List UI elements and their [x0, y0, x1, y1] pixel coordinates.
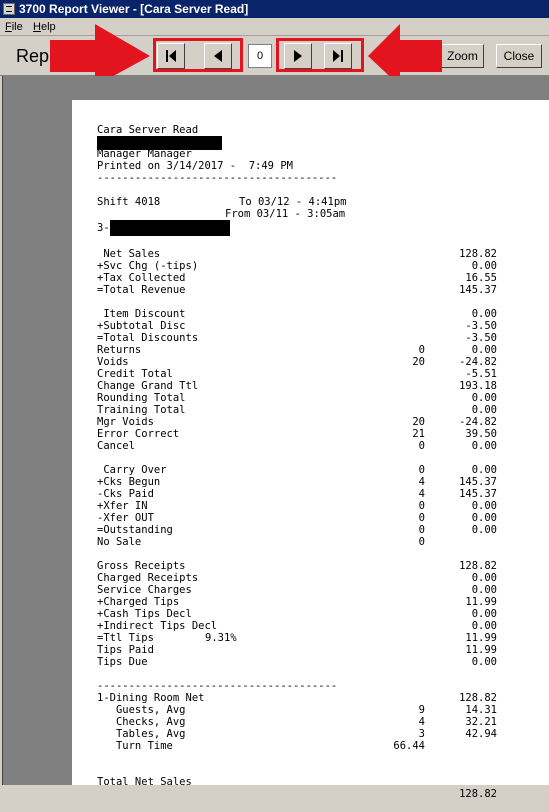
row-percent: 9.31% — [205, 632, 237, 644]
row-count: 66.44 — [393, 740, 425, 752]
row-label: Rounding Total — [97, 392, 186, 404]
row-amount: 193.18 — [459, 380, 497, 392]
row-amount: 0.00 — [471, 656, 497, 668]
row-label: Turn Time — [97, 740, 173, 752]
row-label: Carry Over — [97, 464, 167, 476]
row-label: =Total Revenue — [97, 284, 186, 296]
row-amount: 128.82 — [459, 560, 497, 572]
row-amount: 128.82 — [459, 692, 497, 704]
report-row — [97, 716, 507, 728]
report-row — [97, 260, 507, 272]
row-amount: 0.00 — [471, 572, 497, 584]
report-row — [97, 524, 507, 536]
report-row — [97, 560, 507, 572]
row-label: =Ttl Tips — [97, 632, 154, 644]
row-count: 20 — [412, 356, 425, 368]
divider: -------------------------------------- — [97, 172, 338, 184]
row-amount: 42.94 — [465, 728, 497, 740]
report-row — [97, 536, 507, 548]
report-row — [97, 692, 507, 704]
row-label: Training Total — [97, 404, 186, 416]
row-label: Tips Paid — [97, 644, 154, 656]
report-row — [97, 416, 507, 428]
row-amount: 11.99 — [465, 596, 497, 608]
report-row — [97, 620, 507, 632]
row-count: 9 — [418, 704, 425, 716]
row-count: 0 — [418, 524, 425, 536]
shift-from: From 03/11 - 3:05am — [225, 208, 346, 220]
row-amount: -24.82 — [459, 356, 497, 368]
row-label: +Indirect Tips Decl — [97, 620, 218, 632]
shift-to: To 03/12 - 4:41pm — [239, 196, 347, 208]
report-row — [97, 404, 507, 416]
row-label: +Charged Tips — [97, 596, 180, 608]
report-row — [97, 572, 507, 584]
row-amount: -3.50 — [465, 320, 497, 332]
row-amount: 0.00 — [471, 308, 497, 320]
row-count: 0 — [418, 464, 425, 476]
dining-section — [97, 692, 507, 752]
row-count: 3 — [418, 728, 425, 740]
report-row — [97, 332, 507, 344]
row-label: Service Charges — [97, 584, 192, 596]
zoom-button[interactable]: Zoom — [441, 44, 484, 68]
row-label: Change Grand Ttl — [97, 380, 199, 392]
report-row — [97, 488, 507, 500]
row-label: Charged Receipts — [97, 572, 199, 584]
report-row — [97, 380, 507, 392]
row-label: Total Net Sales — [97, 776, 192, 788]
row-amount: 11.99 — [465, 632, 497, 644]
row-amount: 0.00 — [471, 392, 497, 404]
row-label: Mgr Voids — [97, 416, 154, 428]
row-label: Cancel — [97, 440, 135, 452]
row-label: 1-Dining Room Net — [97, 692, 205, 704]
report-row — [97, 368, 507, 380]
manager-name: Manager Manager — [97, 148, 192, 160]
row-label: Tips Due — [97, 656, 148, 668]
row-count: 21 — [412, 428, 425, 440]
row-amount: 32.21 — [465, 716, 497, 728]
menu-help[interactable]: Help — [33, 21, 56, 33]
row-amount: 0.00 — [471, 584, 497, 596]
row-amount: 145.37 — [459, 284, 497, 296]
row-label: =Total Discounts — [97, 332, 199, 344]
row-count: 4 — [418, 716, 425, 728]
row-label: No Sale — [97, 536, 142, 548]
report-row — [97, 344, 507, 356]
row-amount: 0.00 — [471, 464, 497, 476]
report-row — [97, 608, 507, 620]
report-row — [97, 428, 507, 440]
shift-label: Shift 4018 — [97, 196, 161, 208]
row-amount: 0.00 — [471, 404, 497, 416]
menu-file[interactable]: File — [5, 21, 23, 33]
report-label: Rep — [16, 46, 50, 66]
report-row — [97, 392, 507, 404]
report-row — [97, 500, 507, 512]
row-label: Item Discount — [97, 308, 186, 320]
report-row — [97, 704, 507, 716]
report-row — [97, 440, 507, 452]
row-label: Guests, Avg — [97, 704, 186, 716]
row-count: 0 — [418, 536, 425, 548]
report-title: Cara Server Read — [97, 124, 199, 136]
row-count: 0 — [418, 500, 425, 512]
row-amount: 16.55 — [465, 272, 497, 284]
report-sections — [97, 248, 507, 680]
row-amount: 0.00 — [471, 440, 497, 452]
row-count: 0 — [418, 512, 425, 524]
row-label: Net Sales — [97, 248, 161, 260]
report-row — [97, 764, 507, 800]
report-row — [97, 632, 507, 644]
row-label: -Xfer OUT — [97, 512, 154, 524]
report-row — [97, 728, 507, 740]
row-count: 4 — [418, 476, 425, 488]
row-label: Returns — [97, 344, 142, 356]
row-label: -Cks Paid — [97, 488, 154, 500]
row-amount: 14.31 — [465, 704, 497, 716]
row-amount: 11.99 — [465, 644, 497, 656]
row-label: Voids — [97, 356, 129, 368]
redaction-bar — [110, 220, 230, 236]
report-content — [97, 124, 507, 800]
row-amount: 145.37 — [459, 476, 497, 488]
row-amount: -5.51 — [465, 368, 497, 380]
row-amount: 0.00 — [471, 512, 497, 524]
report-row — [97, 476, 507, 488]
report-row — [97, 308, 507, 320]
report-row — [97, 320, 507, 332]
row-count: 4 — [418, 488, 425, 500]
row-label: Error Correct — [97, 428, 180, 440]
row-amount: 0.00 — [471, 500, 497, 512]
row-amount: 128.82 — [459, 788, 497, 800]
row-label: +Svc Chg (-tips) — [97, 260, 199, 272]
report-row — [97, 284, 507, 296]
row-label: Tables, Avg — [97, 728, 186, 740]
employee-prefix: 3- — [97, 222, 110, 234]
close-button[interactable]: Close — [496, 44, 542, 68]
row-amount: 39.50 — [465, 428, 497, 440]
row-count: 0 — [418, 440, 425, 452]
row-amount: 0.00 — [471, 524, 497, 536]
printed-line: Printed on 3/14/2017 - 7:49 PM — [97, 160, 293, 172]
row-label: Gross Receipts — [97, 560, 186, 572]
report-row — [97, 740, 507, 752]
row-amount: 145.37 — [459, 488, 497, 500]
row-label: +Cks Begun — [97, 476, 161, 488]
row-amount: 0.00 — [471, 344, 497, 356]
row-label: Checks, Avg — [97, 716, 186, 728]
row-label: +Tax Collected — [97, 272, 186, 284]
row-amount: 128.82 — [459, 248, 497, 260]
row-count: 0 — [418, 344, 425, 356]
row-label: +Xfer IN — [97, 500, 148, 512]
divider: -------------------------------------- — [97, 680, 338, 692]
report-row — [97, 272, 507, 284]
row-label: +Cash Tips Decl — [97, 608, 192, 620]
report-row — [97, 512, 507, 524]
window-title: 3700 Report Viewer - [Cara Server Read] — [19, 2, 249, 16]
report-row — [97, 248, 507, 260]
row-label: +Subtotal Disc — [97, 320, 186, 332]
report-row — [97, 356, 507, 368]
row-amount: -24.82 — [459, 416, 497, 428]
row-label: Credit Total — [97, 368, 173, 380]
report-row — [97, 656, 507, 668]
report-row — [97, 644, 507, 656]
report-row — [97, 596, 507, 608]
row-amount: 0.00 — [471, 620, 497, 632]
row-amount: -3.50 — [465, 332, 497, 344]
row-amount: 0.00 — [471, 260, 497, 272]
report-row — [97, 464, 507, 476]
row-amount: 0.00 — [471, 608, 497, 620]
row-label: =Outstanding — [97, 524, 173, 536]
row-count: 20 — [412, 416, 425, 428]
report-row — [97, 584, 507, 596]
page-number-field[interactable]: 0 — [248, 44, 272, 68]
